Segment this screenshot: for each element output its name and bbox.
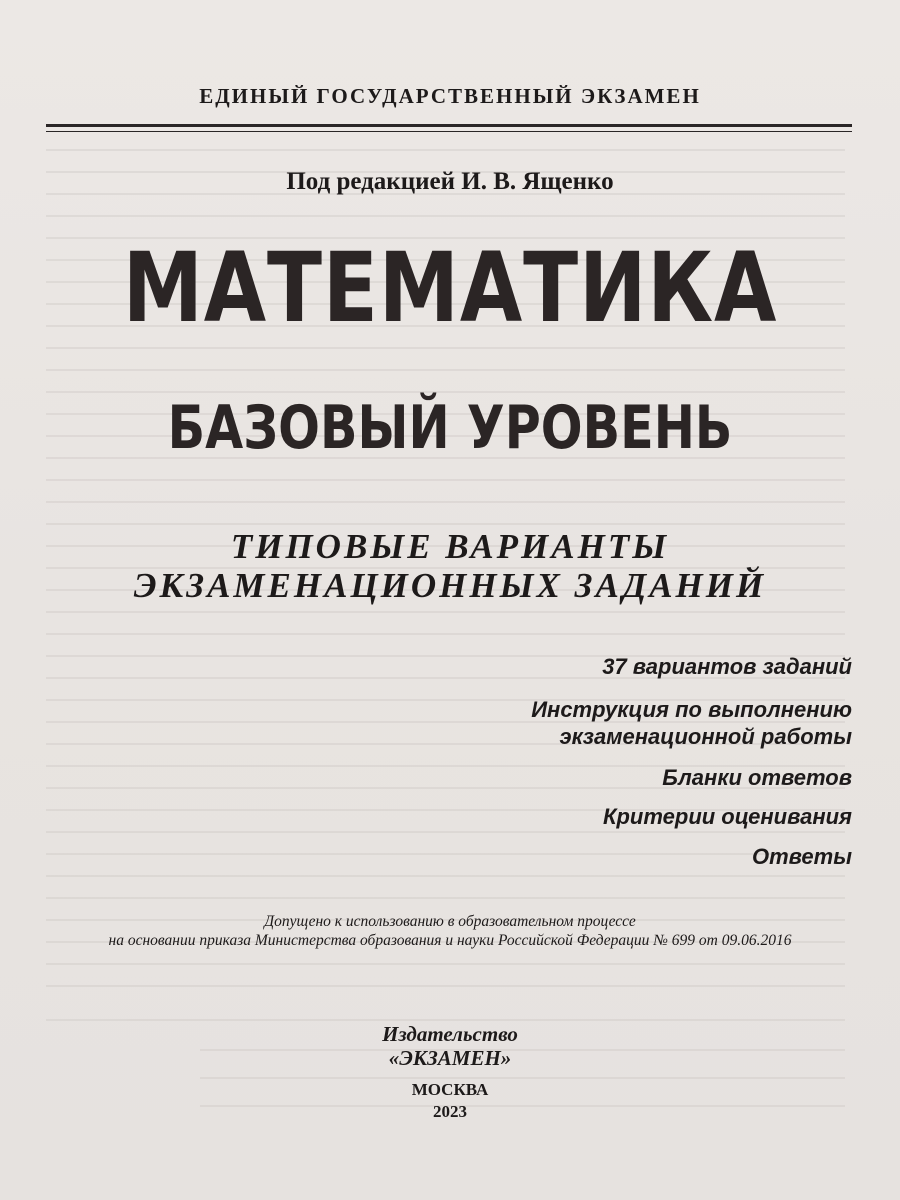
series-title: ЕДИНЫЙ ГОСУДАРСТВЕННЫЙ ЭКЗАМЕН xyxy=(199,84,701,108)
editor-line: Под редакцией И. В. Ященко xyxy=(286,168,614,195)
feature-answer-forms: Бланки ответов xyxy=(662,765,852,790)
publication-city: МОСКВА xyxy=(411,1080,489,1099)
typical-variants-line-1: ТИПОВЫЕ ВАРИАНТЫ xyxy=(230,527,670,566)
approval-line-2: на основании приказа Министерства образования и науки Российской Федерации № 699 от 09.06.2016 xyxy=(108,932,792,949)
publication-year: 2023 xyxy=(433,1102,467,1121)
header-rule-thick xyxy=(46,124,852,127)
book-subtitle: БАЗОВЫЙ УРОВЕНЬ xyxy=(167,393,733,463)
typical-variants-line-2: ЭКЗАМЕНАЦИОННЫХ ЗАДАНИЙ xyxy=(133,566,767,605)
feature-instruction-line-2: экзаменационной работы xyxy=(559,724,852,749)
book-title: МАТЕМАТИКА xyxy=(122,232,778,344)
feature-answers: Ответы xyxy=(752,844,852,869)
header-rule-thin xyxy=(46,131,852,132)
publisher-label: Издательство xyxy=(382,1022,518,1046)
feature-variants-count: 37 вариантов заданий xyxy=(602,654,852,679)
feature-instruction-line-1: Инструкция по выполнению xyxy=(531,697,852,722)
feature-criteria: Критерии оценивания xyxy=(602,804,852,829)
approval-line-1: Допущено к использованию в образовательном процессе xyxy=(264,913,636,930)
publisher-name: «ЭКЗАМЕН» xyxy=(388,1046,512,1070)
